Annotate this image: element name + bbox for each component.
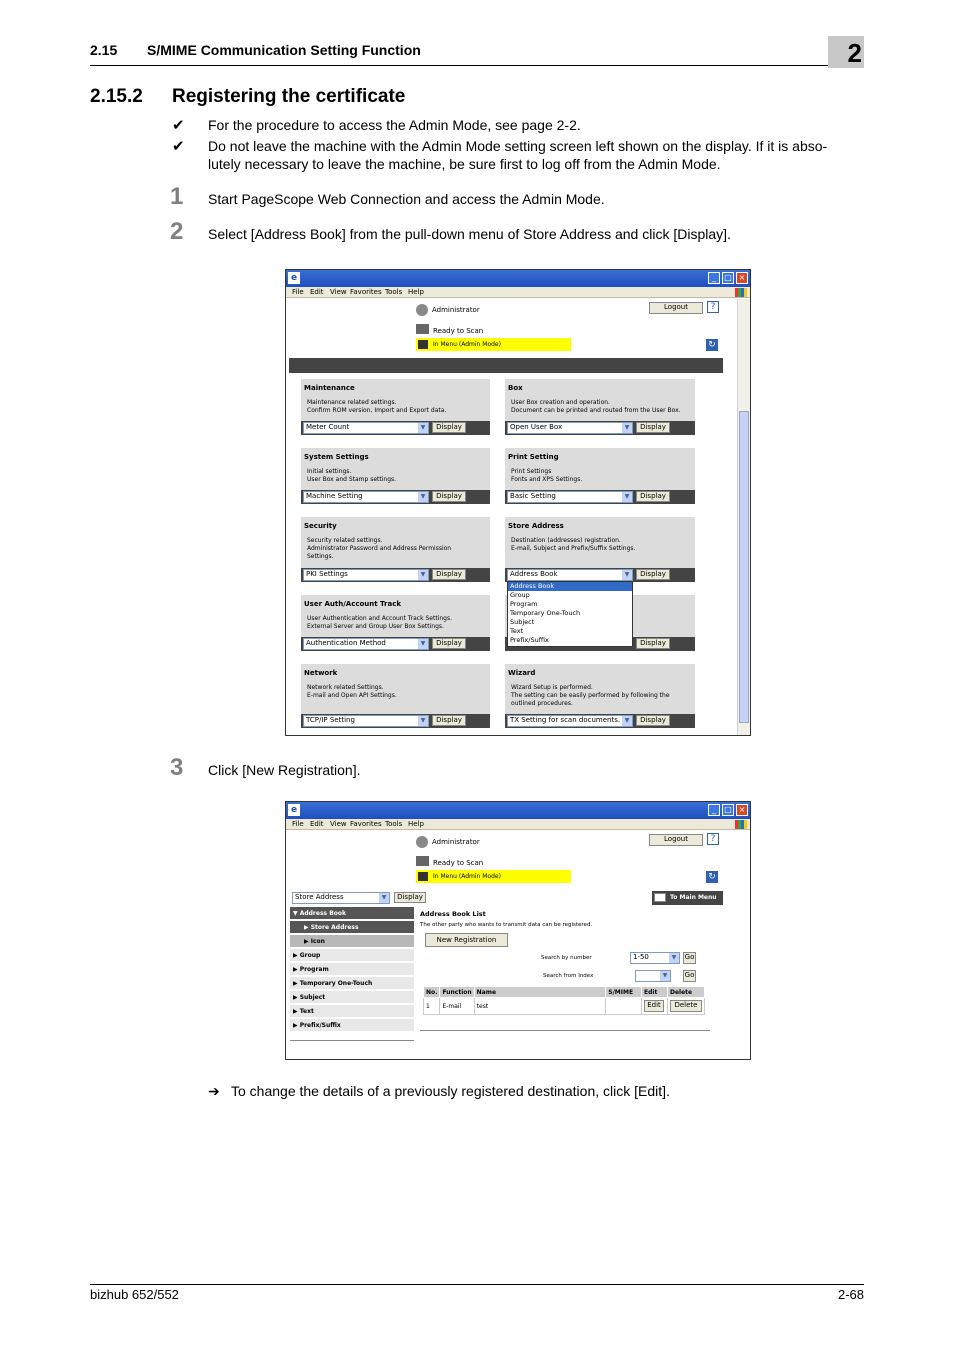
footer-rule <box>90 1284 864 1285</box>
chevron-down-icon: ▼ <box>669 953 679 963</box>
note-text: To change the details of a previously registered destination, click [Edit]. <box>231 1083 670 1099</box>
panel-desc: Wizard Setup is performed. The setting can be easily performed by following the outlined procedures. <box>511 684 670 707</box>
logout-button[interactable]: Logout <box>649 302 703 314</box>
header-section-num: 2.15 <box>90 42 118 58</box>
menu-favorites[interactable]: Favorites <box>350 288 382 296</box>
menu-file[interactable]: File <box>292 820 304 828</box>
dropdown-option[interactable]: Temporary One-Touch <box>510 609 581 617</box>
step-text-3: Click [New Registration]. <box>208 762 361 778</box>
panel-desc: User Authentication and Account Track Settings. External Server and Group User Box Settings. <box>307 615 452 630</box>
section-number: 2.15.2 <box>90 86 143 107</box>
panel-network <box>301 664 490 728</box>
browser-menubar <box>286 287 750 298</box>
security-select[interactable]: PKI Settings <box>306 570 348 578</box>
bullet-text-2: Do not leave the machine with the Admin Mode setting screen left shown on the display. If it is abso- <box>208 138 828 154</box>
step-text-2: Select [Address Book] from the pull-down menu of Store Address and click [Display]. <box>208 226 731 242</box>
panel-title: Security <box>304 522 337 530</box>
section-title-text: Registering the certificate <box>172 86 406 107</box>
browser-logo-icon: e <box>288 804 300 816</box>
user-label: Administrator <box>432 306 480 314</box>
display-button[interactable]: Display <box>432 569 466 580</box>
panel-title: Maintenance <box>304 384 355 392</box>
minimize-icon[interactable]: _ <box>708 804 720 816</box>
chevron-down-icon: ▼ <box>418 716 428 726</box>
store-address-dropdown[interactable] <box>507 581 633 647</box>
display-button[interactable]: Display <box>432 491 466 502</box>
panel-title: System Settings <box>304 453 369 461</box>
cell-name: test <box>474 998 606 1015</box>
panel-box <box>505 379 695 435</box>
menu-help[interactable]: Help <box>408 820 424 828</box>
cell-function: E-mail <box>440 998 474 1015</box>
side-icon[interactable]: ▶ Icon <box>290 935 414 948</box>
side-prefix-suffix[interactable]: ▶ Prefix/Suffix <box>290 1019 414 1032</box>
refresh-icon[interactable]: ↻ <box>706 339 718 351</box>
status-ready: Ready to Scan <box>433 859 484 867</box>
dropdown-option[interactable]: Prefix/Suffix <box>510 636 549 644</box>
chevron-down-icon: ▼ <box>622 492 632 502</box>
side-address-book[interactable]: ▼ Address Book <box>290 907 414 920</box>
to-main-menu-button[interactable] <box>652 891 723 905</box>
footer-page: 2-68 <box>837 1287 864 1302</box>
print-select[interactable]: Basic Setting <box>510 492 556 500</box>
menu-tools[interactable]: Tools <box>385 820 403 828</box>
go-button[interactable]: Go <box>683 970 696 982</box>
side-store-address[interactable]: ▶ Store Address <box>290 921 414 934</box>
user-label: Administrator <box>432 838 480 846</box>
panel-desc: Print Settings Fonts and XPS Settings. <box>511 468 583 483</box>
user-icon <box>416 836 428 848</box>
panel-wizard <box>505 664 695 728</box>
cell-smime <box>606 998 642 1015</box>
table-row <box>424 998 705 1015</box>
chevron-down-icon: ▼ <box>622 423 632 433</box>
display-button[interactable]: Display <box>432 638 466 649</box>
display-button[interactable]: Display <box>636 491 670 502</box>
panel-store-address <box>505 517 695 582</box>
chevron-down-icon: ▼ <box>418 570 428 580</box>
step-number-3: 3 <box>170 754 184 781</box>
col-edit: Edit <box>642 987 668 998</box>
col-name: Name <box>474 987 606 998</box>
auth-select[interactable]: Authentication Method <box>306 639 386 647</box>
status-ready: Ready to Scan <box>433 327 484 335</box>
vertical-scrollbar[interactable] <box>737 299 750 735</box>
menu-edit[interactable]: Edit <box>310 288 324 296</box>
maximize-icon[interactable]: □ <box>722 272 734 284</box>
status-menu-bar <box>416 870 571 883</box>
content-rule <box>420 1030 710 1031</box>
display-button[interactable]: Display <box>432 715 466 726</box>
side-temporary-one-touch[interactable]: ▶ Temporary One-Touch <box>290 977 414 990</box>
search-number-label: Search by number <box>541 955 592 961</box>
chevron-down-icon: ▼ <box>622 716 632 726</box>
wizard-select[interactable]: TX Setting for scan documents. <box>510 716 621 724</box>
display-button[interactable]: Display <box>636 422 670 433</box>
side-subject[interactable]: ▶ Subject <box>290 991 414 1004</box>
printer-icon <box>416 856 429 866</box>
network-select[interactable]: TCP/IP Setting <box>306 716 355 724</box>
status-menu: In Menu (Admin Mode) <box>433 341 501 348</box>
minimize-icon[interactable]: _ <box>708 272 720 284</box>
panel-print-setting <box>505 448 695 504</box>
status-menu-bar <box>416 338 571 351</box>
dropdown-option[interactable]: Address Book <box>508 582 632 591</box>
col-delete: Delete <box>667 987 704 998</box>
nav-bar <box>289 358 723 373</box>
chevron-down-icon: ▼ <box>622 570 632 580</box>
chevron-down-icon: ▼ <box>418 423 428 433</box>
panel-desc: Destination (addresses) registration. E-mail, Subject and Prefix/Suffix Settings. <box>511 537 636 552</box>
bullet-text-1: For the procedure to access the Admin Mode, see page 2-2. <box>208 117 581 133</box>
help-icon[interactable]: ? <box>707 301 719 313</box>
machine-icon <box>418 340 428 349</box>
bullet-text-3: lutely necessary to leave the machine, be sure first to log off from the Admin Mode. <box>208 156 721 172</box>
machine-icon <box>418 872 428 881</box>
window-titlebar <box>286 270 750 287</box>
section-title <box>90 86 405 108</box>
col-function: Function <box>440 987 474 998</box>
screenshot-address-book <box>285 801 751 1060</box>
panel-maintenance <box>301 379 490 435</box>
panel-title: Store Address <box>508 522 564 530</box>
menu-favorites[interactable]: Favorites <box>350 820 382 828</box>
screenshot-admin-menu <box>285 269 751 736</box>
check-icon: ✔ <box>172 117 185 134</box>
store-address-select[interactable]: Address Book <box>510 570 558 578</box>
chapter-number: 2 <box>828 36 864 68</box>
display-button[interactable]: Display <box>636 715 670 726</box>
browser-logo-icon: e <box>288 272 300 284</box>
dropdown-option[interactable]: Text <box>510 627 524 635</box>
box-select[interactable]: Open User Box <box>510 423 563 431</box>
search-index-label: Search from Index <box>543 973 594 979</box>
panel-title: Print Setting <box>508 453 559 461</box>
menu-help[interactable]: Help <box>408 288 424 296</box>
side-program[interactable]: ▶ Program <box>290 963 414 976</box>
panel-title: User Auth/Account Track <box>304 600 402 608</box>
browser-menubar <box>286 819 750 830</box>
header-rule <box>90 65 864 66</box>
note-arrow-icon: ➔ <box>208 1083 220 1099</box>
list-title: Address Book List <box>420 910 486 918</box>
header-section-title: S/MIME Communication Setting Function <box>147 42 421 58</box>
menu-edit[interactable]: Edit <box>310 820 324 828</box>
scrollbar-thumb[interactable] <box>739 411 749 723</box>
panel-desc: Maintenance related settings. Confirm ROM version, Import and Export data. <box>307 399 447 414</box>
side-text[interactable]: ▶ Text <box>290 1005 414 1018</box>
menu-icon <box>654 893 666 902</box>
panel-user-auth <box>301 595 490 651</box>
display-button[interactable]: Display <box>636 569 670 580</box>
refresh-icon[interactable]: ↻ <box>706 871 718 883</box>
new-registration-button[interactable]: New Registration <box>425 933 508 947</box>
menu-tools[interactable]: Tools <box>385 288 403 296</box>
edit-button[interactable]: Edit <box>644 1000 664 1012</box>
to-main-menu-label: To Main Menu <box>670 894 717 901</box>
close-icon[interactable]: × <box>736 272 748 284</box>
address-table <box>423 986 705 1015</box>
category-select[interactable]: Store Address ▼ <box>292 892 390 904</box>
menu-view[interactable]: View <box>330 288 347 296</box>
windows-flag-icon <box>735 820 747 829</box>
step-number-2: 2 <box>170 218 184 245</box>
go-button[interactable]: Go <box>683 952 696 964</box>
dropdown-option[interactable]: Program <box>510 600 538 608</box>
running-header <box>90 42 421 58</box>
col-smime: S/MIME <box>606 987 642 998</box>
display-button[interactable]: Display <box>636 638 670 649</box>
maintenance-select[interactable]: Meter Count <box>306 423 350 431</box>
window-titlebar <box>286 802 750 819</box>
close-icon[interactable]: × <box>736 804 748 816</box>
windows-flag-icon <box>735 288 747 297</box>
search-number-select[interactable]: 1-50 ▼ <box>630 952 680 964</box>
logout-button[interactable]: Logout <box>649 834 703 846</box>
help-icon[interactable]: ? <box>707 833 719 845</box>
check-icon: ✔ <box>172 138 185 155</box>
panel-system-settings <box>301 448 490 504</box>
step-text-1: Start PageScope Web Connection and access the Admin Mode. <box>208 191 605 207</box>
chevron-down-icon: ▼ <box>418 492 428 502</box>
status-menu: In Menu (Admin Mode) <box>433 873 501 880</box>
display-button[interactable]: Display <box>394 892 426 903</box>
panel-title: Wizard <box>508 669 536 677</box>
step-number-1: 1 <box>170 183 184 210</box>
search-index-select[interactable] <box>635 970 671 982</box>
panel-title: Network <box>304 669 338 677</box>
dropdown-option[interactable]: Subject <box>510 618 535 626</box>
delete-button[interactable]: Delete <box>670 1000 702 1012</box>
panel-desc: Initial settings. User Box and Stamp settings. <box>307 468 397 483</box>
menu-view[interactable]: View <box>330 820 347 828</box>
dropdown-option[interactable]: Group <box>510 591 530 599</box>
maximize-icon[interactable]: □ <box>722 804 734 816</box>
user-icon <box>416 304 428 316</box>
cell-no: 1 <box>424 998 440 1015</box>
col-no: No. <box>424 987 440 998</box>
sidebar-rule <box>290 1040 414 1041</box>
footer-product: bizhub 652/552 <box>90 1287 179 1302</box>
side-group[interactable]: ▶ Group <box>290 949 414 962</box>
list-desc: The other party who wants to transmit data can be registered. <box>420 922 593 928</box>
printer-icon <box>416 324 429 334</box>
panel-security <box>301 517 490 582</box>
chevron-down-icon: ▼ <box>379 893 389 903</box>
panel-desc: Network related Settings. E-mail and Open API Settings. <box>307 684 397 699</box>
chevron-down-icon: ▼ <box>418 639 428 649</box>
panel-title: Box <box>508 384 523 392</box>
panel-desc: User Box creation and operation. Document can be printed and routed from the User Box. <box>511 399 681 414</box>
chevron-down-icon: ▼ <box>660 971 670 981</box>
system-select[interactable]: Machine Setting <box>306 492 363 500</box>
display-button[interactable]: Display <box>432 422 466 433</box>
menu-file[interactable]: File <box>292 288 304 296</box>
panel-desc: Security related settings. Administrator Password and Address Permission Settings. <box>307 537 452 560</box>
